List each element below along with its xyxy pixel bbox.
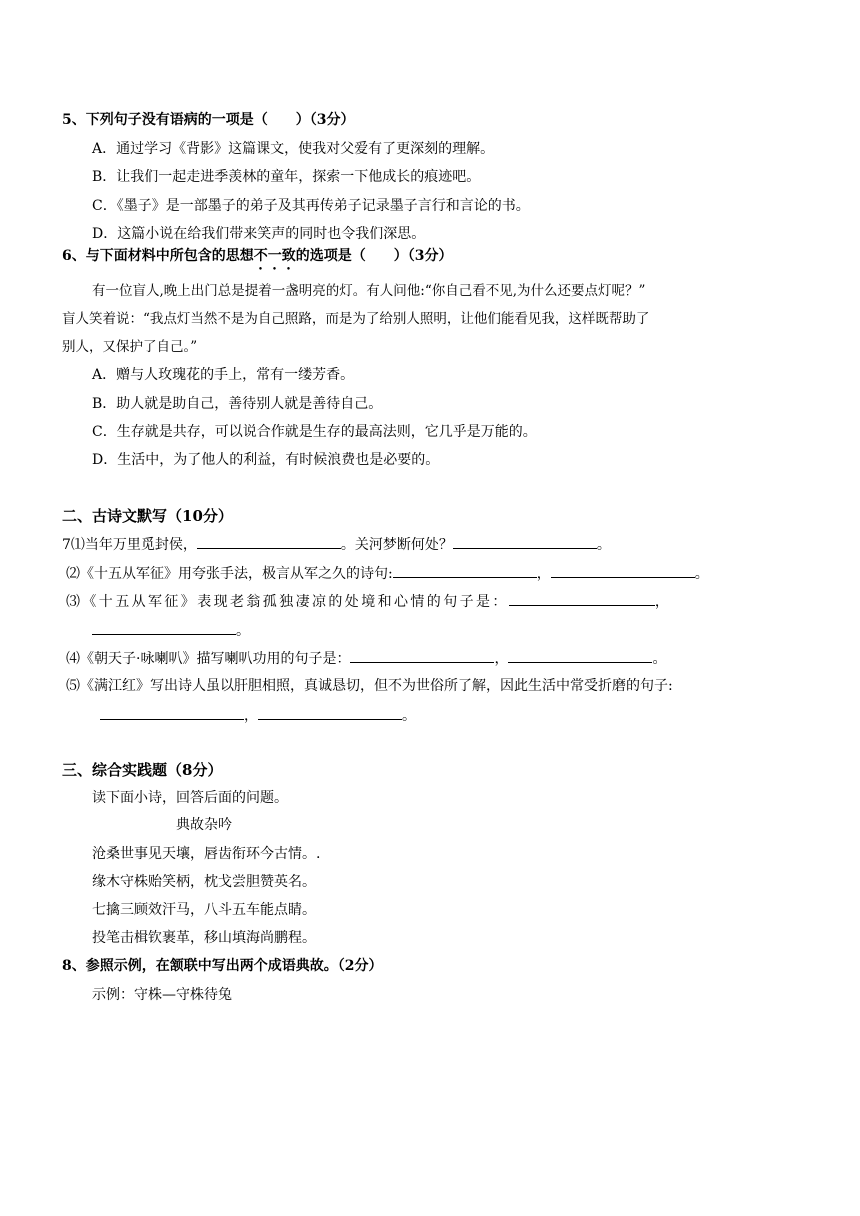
q7-4-period: 。 — [652, 651, 667, 667]
q7-1-text-a: 7⑴当年万里觅封侯， — [62, 537, 197, 553]
answer-blank[interactable] — [92, 620, 236, 635]
q7-4-text: ⑷《朝天子·咏喇叭》描写喇叭功用的句子是： — [66, 651, 351, 667]
q7-3-line2 — [92, 620, 250, 641]
poem-title: 典故杂吟 — [176, 817, 232, 833]
answer-blank[interactable] — [393, 563, 537, 578]
answer-blank[interactable] — [197, 534, 341, 549]
section2-title: 二、古诗文默写（10分） — [62, 507, 233, 525]
q5-option-d: D．这篇小说在给我们带来笑声的同时也令我们深思。 — [92, 226, 426, 242]
q7-4 — [66, 648, 666, 669]
q7-5-period: 。 — [402, 708, 416, 724]
q6-passage-line-3: 别人，又保护了自己。” — [62, 339, 198, 355]
q7-3-comma: ， — [654, 594, 669, 610]
q7-5-comma: ， — [244, 708, 258, 724]
q6-option-c: C．生存就是共存，可以说合作就是生存的最高法则，它几乎是万能的。 — [92, 424, 537, 440]
answer-blank[interactable] — [350, 648, 494, 663]
q6-stem-before: 6、与下面材料中所包含的思想 — [62, 248, 254, 264]
q6-stem-after: 的选项是（ ）（3分） — [295, 248, 453, 264]
q6-passage-line-2: 盲人笑着说：“我点灯当然不是为自己照路，而是为了给别人照明，让他们能看见我，这样既帮助了 — [62, 311, 650, 327]
q7-1-period: 。 — [596, 537, 611, 553]
answer-blank[interactable] — [551, 563, 695, 578]
q7-3-text: ⑶《十五从军征》表现老翁孤独凄凉的处境和心情的句子是： — [66, 594, 509, 610]
answer-blank[interactable] — [258, 705, 402, 720]
q5-option-c: C．《墨子》是一部墨子的弟子及其再传弟子记录墨子言行和言论的书。 — [92, 198, 530, 214]
q7-3-period: 。 — [236, 623, 250, 639]
q7-2-comma: ， — [536, 566, 551, 582]
answer-blank[interactable] — [508, 648, 652, 663]
q6-option-b: B．助人就是助自己，善待别人就是善待自己。 — [92, 396, 383, 412]
q8-stem: 8、参照示例，在颔联中写出两个成语典故。（2分） — [62, 958, 383, 974]
q6-option-a: A．赠与人玫瑰花的手上，常有一缕芳香。 — [92, 367, 355, 383]
q6-stem-emphasis: 不一致 — [253, 248, 296, 264]
q7-2 — [66, 563, 709, 584]
q6-passage-line-1: 有一位盲人,晚上出门总是提着一盏明亮的灯。有人问他:“你自己看不见,为什么还要点灯呢？” — [92, 283, 646, 299]
q6-option-d: D．生活中，为了他人的利益，有时候浪费也是必要的。 — [92, 452, 440, 468]
section3-title: 三、综合实践题（8分） — [62, 761, 223, 779]
poem-line-3: 七擒三顾效汗马，八斗五车能点睛。 — [92, 902, 316, 918]
poem-line-2: 缘木守株贻笑柄，枕戈尝胆赞英名。 — [92, 874, 316, 890]
poem-line-4: 投笔击楫钦裹革，移山填海尚鹏程。 — [92, 930, 316, 946]
q5-option-b: B．让我们一起走进季羡林的童年，探索一下他成长的痕迹吧。 — [92, 169, 481, 185]
q7-3 — [66, 591, 669, 612]
answer-blank[interactable] — [100, 705, 244, 720]
q7-5: ⑸《满江红》写出诗人虽以肝胆相照，真诚恳切，但不为世俗所了解，因此生活中常受折磨的句子: — [66, 678, 673, 694]
q7-1-text-b: 。关河梦断何处？ — [340, 537, 453, 553]
q7-4-comma: ， — [494, 651, 509, 667]
section3-intro: 读下面小诗，回答后面的问题。 — [92, 790, 288, 806]
q5-stem: 5、下列句子没有语病的一项是（ ）（3分） — [62, 112, 355, 128]
q7-2-text: ⑵《十五从军征》用夸张手法，极言从军之久的诗句: — [66, 566, 393, 582]
answer-blank[interactable] — [453, 534, 597, 549]
q5-option-a: A．通过学习《背影》这篇课文，使我对父爱有了更深刻的理解。 — [92, 141, 495, 157]
q7-1 — [62, 534, 611, 555]
q6-stem — [62, 246, 453, 273]
answer-blank[interactable] — [509, 591, 655, 606]
q7-5-line2 — [100, 705, 416, 726]
poem-line-1: 沧桑世事见天壤，唇齿衔环今古情。. — [92, 846, 321, 862]
q7-2-period: 。 — [694, 566, 709, 582]
q8-example: 示例：守株—守株待兔 — [92, 987, 232, 1003]
